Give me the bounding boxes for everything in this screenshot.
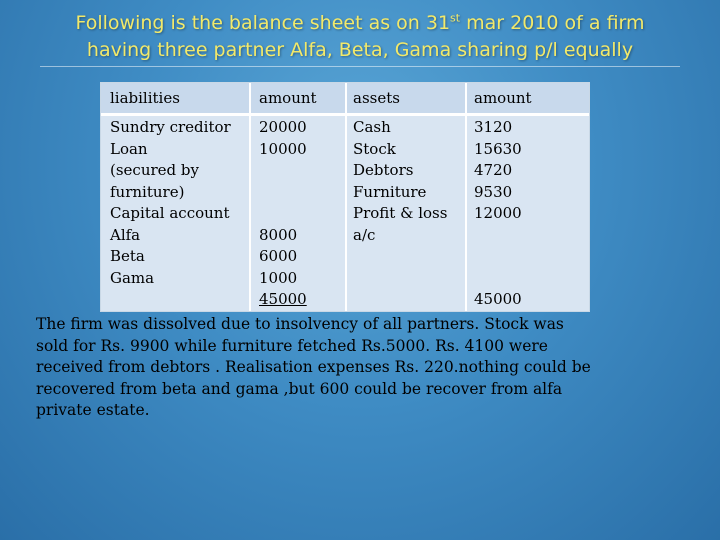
asset-total: 45000 [474, 290, 522, 308]
problem-line: The firm was dissolved due to insolvency of all partners. Stock was [36, 315, 564, 333]
balance-sheet-table [100, 82, 590, 312]
liability-amount: 8000 [259, 225, 298, 244]
asset-amount: 15630 [474, 139, 522, 158]
header-amount-assets: amount [474, 89, 532, 107]
asset-item: Cash [353, 118, 391, 136]
asset-amounts [474, 117, 522, 225]
liability-item: Alfa [110, 225, 141, 244]
asset-item: a/c [353, 225, 376, 244]
header-liabilities: liabilities [110, 89, 180, 107]
asset-amount: 9530 [474, 182, 513, 201]
liability-item: Capital account [110, 204, 230, 222]
liability-item: (secured by [110, 161, 199, 179]
problem-line: recovered from beta and gama ,but 600 could be recover from alfa [36, 379, 563, 398]
asset-amount: 4720 [474, 161, 513, 179]
problem-line: sold for Rs. 9900 while furniture fetched Rs.5000. Rs. 4100 were [36, 336, 548, 355]
liability-item: furniture) [110, 182, 185, 201]
asset-amount: 12000 [474, 204, 522, 222]
title-line-1: Following is the balance sheet as on 31st mar 2010 of a firm [75, 11, 645, 34]
slide-title [0, 10, 720, 64]
liability-amounts-top [259, 117, 307, 160]
title-divider [40, 66, 680, 67]
header-amount-liabilities: amount [259, 89, 317, 107]
asset-item: Stock [353, 139, 396, 158]
liability-item: Gama [110, 268, 155, 287]
liability-item: Beta [110, 247, 145, 265]
liability-total: 45000 [259, 290, 307, 308]
title-line-2: having three partner Alfa, Beta, Gama sharing p/l equally [86, 39, 634, 61]
asset-item: Profit & loss [353, 204, 448, 222]
liability-amount: 1000 [259, 268, 298, 287]
problem-statement [36, 314, 636, 422]
liability-amount: 20000 [259, 118, 307, 136]
superscript-st: st [450, 11, 461, 25]
column-divider [465, 83, 467, 311]
problem-line: received from debtors . Realisation expenses Rs. 220.nothing could be [36, 358, 591, 376]
asset-item: Furniture [353, 182, 427, 201]
liabilities-column [110, 117, 231, 289]
liability-amount: 6000 [259, 247, 298, 265]
liability-amount: 10000 [259, 139, 307, 158]
asset-amount: 3120 [474, 118, 513, 136]
problem-line: private estate. [36, 401, 150, 419]
assets-column [353, 117, 447, 246]
header-assets: assets [353, 89, 400, 107]
liability-item: Sundry creditor [110, 118, 231, 136]
liability-amounts-capital [259, 225, 307, 311]
column-divider [345, 83, 347, 311]
asset-item: Debtors [353, 161, 414, 179]
liability-item: Loan [110, 139, 148, 158]
column-divider [249, 83, 251, 311]
